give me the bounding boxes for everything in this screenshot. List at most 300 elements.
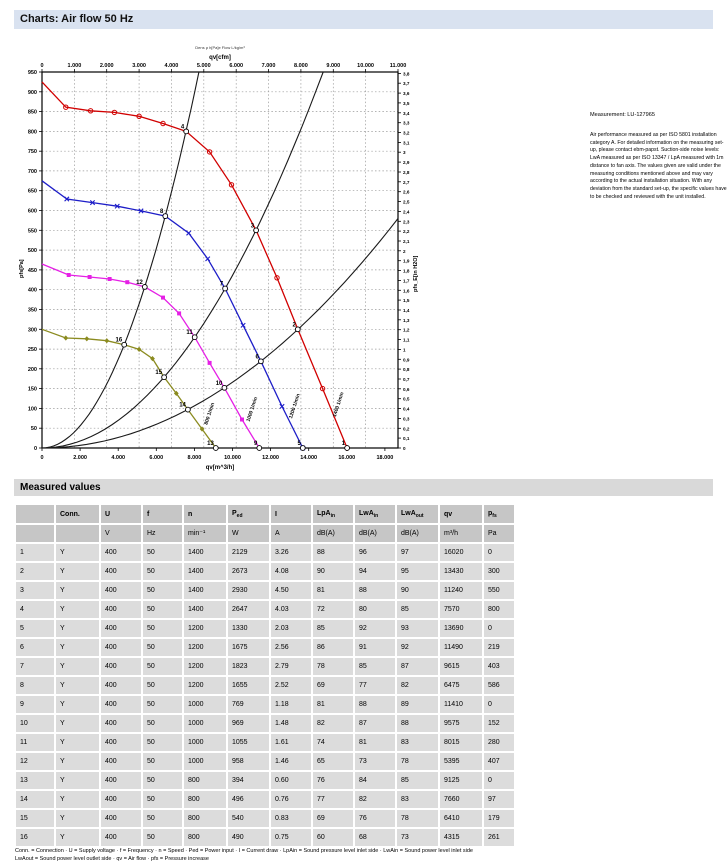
table-cell: 85 <box>355 658 395 675</box>
table-cell: 2647 <box>228 601 269 618</box>
svg-text:1,5: 1,5 <box>403 298 410 304</box>
table-cell: 74 <box>313 734 353 751</box>
svg-text:2,4: 2,4 <box>403 209 410 215</box>
col-header-qv: qv <box>440 505 482 523</box>
svg-text:2,1: 2,1 <box>403 239 410 244</box>
table-cell: 88 <box>397 715 438 732</box>
table-cell: 90 <box>397 582 438 599</box>
svg-text:9.000: 9.000 <box>326 63 341 69</box>
table-cell: 4.50 <box>271 582 311 599</box>
svg-text:850: 850 <box>27 109 37 116</box>
svg-text:1000 1/min: 1000 1/min <box>245 396 260 423</box>
svg-text:11.000: 11.000 <box>389 63 407 69</box>
table-cell: 6410 <box>440 810 482 827</box>
svg-text:1: 1 <box>403 347 406 353</box>
table-footnote <box>15 848 720 863</box>
table-cell: 96 <box>355 544 395 561</box>
svg-text:0,5: 0,5 <box>403 396 410 402</box>
table-cell: 1200 <box>184 677 226 694</box>
table-row <box>16 639 514 656</box>
table-cell: 1400 <box>184 563 226 580</box>
table-cell: 81 <box>355 734 395 751</box>
table-cell: Y <box>56 753 99 770</box>
table-cell: 83 <box>397 734 438 751</box>
svg-text:8.000: 8.000 <box>294 63 308 69</box>
table-cell: 50 <box>143 658 182 675</box>
table-cell: 1200 <box>184 620 226 637</box>
table-cell: 800 <box>184 791 226 808</box>
fan-curve-8001 <box>42 329 218 450</box>
table-cell: 0.76 <box>271 791 311 808</box>
axis-top <box>40 45 406 72</box>
table-cell: 50 <box>143 620 182 637</box>
svg-text:1,8: 1,8 <box>403 268 410 274</box>
table-cell: Y <box>56 658 99 675</box>
svg-text:7: 7 <box>219 281 224 288</box>
table-row <box>16 563 514 580</box>
svg-text:18.000: 18.000 <box>376 455 394 461</box>
table-cell: 1400 <box>184 601 226 618</box>
table-cell: 1 <box>16 544 54 561</box>
svg-text:Dens ρ h[Pa]e Flow L/kg/m³: Dens ρ h[Pa]e Flow L/kg/m³ <box>195 45 245 50</box>
table-cell: 88 <box>313 544 353 561</box>
table-row <box>16 772 514 789</box>
table-cell: 800 <box>184 810 226 827</box>
svg-text:5.000: 5.000 <box>196 63 211 69</box>
table-row <box>16 620 514 637</box>
table-cell: 7660 <box>440 791 482 808</box>
table-cell: 969 <box>228 715 269 732</box>
svg-text:2,7: 2,7 <box>403 179 410 185</box>
svg-text:450: 450 <box>27 267 37 274</box>
svg-text:3: 3 <box>250 223 255 230</box>
table-cell: Y <box>56 544 99 561</box>
col-unit: dB(A) <box>355 525 395 542</box>
svg-text:pfs_E[in H2O]: pfs_E[in H2O] <box>413 255 419 292</box>
col-unit: V <box>101 525 141 542</box>
table-cell: 1400 <box>184 544 226 561</box>
table-cell: 1675 <box>228 639 269 656</box>
table-cell: Y <box>56 734 99 751</box>
table-cell: 65 <box>313 753 353 770</box>
table-cell: 97 <box>397 544 438 561</box>
table-cell: 1000 <box>184 715 226 732</box>
col-unit <box>16 525 54 542</box>
table-cell: 11410 <box>440 696 482 713</box>
svg-text:200: 200 <box>27 366 37 373</box>
svg-text:1,9: 1,9 <box>403 258 410 264</box>
svg-text:3,7: 3,7 <box>403 81 410 87</box>
table-cell: 9 <box>16 696 54 713</box>
table-cell: 496 <box>228 791 269 808</box>
svg-text:750: 750 <box>27 149 37 156</box>
table-row <box>16 715 514 732</box>
table-cell: 0.60 <box>271 772 311 789</box>
svg-text:qv[cfm]: qv[cfm] <box>209 55 231 61</box>
measurement-text: Air performance measured as per ISO 5801 installation category A. For detailed information on the measuring set-up, please contact ebm-papst. Suction-side noise levels: LwA measured as per ISO 13347 / LpA measured with 1m distance to fan axis. The values given are valid under the measuring conditions mentioned above and may vary according to the actual installation situation. With any deviation from the standard set-up, the specific values have to be checked and reviewed with the unit installed. <box>590 132 727 200</box>
table-cell: 1000 <box>184 734 226 751</box>
svg-text:3,3: 3,3 <box>403 120 410 126</box>
col-unit: dB(A) <box>397 525 438 542</box>
table-cell: Y <box>56 601 99 618</box>
svg-text:1400 1/min: 1400 1/min <box>331 391 346 418</box>
table-cell: 2930 <box>228 582 269 599</box>
svg-text:300: 300 <box>27 327 37 334</box>
chart-grid <box>42 72 398 448</box>
table-cell: 4 <box>16 601 54 618</box>
svg-text:0,1: 0,1 <box>403 436 410 442</box>
table-cell: 179 <box>484 810 514 827</box>
table-cell: 10 <box>16 715 54 732</box>
svg-text:1,1: 1,1 <box>403 337 410 343</box>
table-cell: Y <box>56 791 99 808</box>
table-cell: 800 <box>184 829 226 846</box>
table-cell: 407 <box>484 753 514 770</box>
table-cell: 82 <box>313 715 353 732</box>
svg-text:800 1/min: 800 1/min <box>203 402 217 426</box>
table-cell: 1823 <box>228 658 269 675</box>
table-cell: 83 <box>397 791 438 808</box>
col-header-n: n <box>184 505 226 523</box>
table-cell: 0.83 <box>271 810 311 827</box>
measured-values-table <box>14 503 516 848</box>
table-cell: 84 <box>355 772 395 789</box>
svg-text:2,2: 2,2 <box>403 229 410 235</box>
table-cell: 92 <box>355 620 395 637</box>
svg-text:1200 1/min: 1200 1/min <box>288 393 302 420</box>
performance-chart <box>0 36 500 486</box>
table-cell: 0.75 <box>271 829 311 846</box>
svg-text:600: 600 <box>27 208 37 215</box>
table-cell: 6 <box>16 639 54 656</box>
table-cell: 81 <box>313 582 353 599</box>
svg-text:14: 14 <box>179 402 186 409</box>
fan-curve-12001 <box>42 181 305 450</box>
col-header-lwaout: LwA$_{out}$ <box>397 505 438 523</box>
table-cell: 85 <box>397 601 438 618</box>
col-header-ped: $P_{ed}$ <box>228 505 269 523</box>
svg-text:3,6: 3,6 <box>403 91 410 97</box>
svg-text:1,4: 1,4 <box>403 308 410 313</box>
table-cell: 1655 <box>228 677 269 694</box>
col-header-index <box>16 505 54 523</box>
table-cell: 89 <box>397 696 438 713</box>
svg-text:0,8: 0,8 <box>403 367 410 373</box>
table-cell: 280 <box>484 734 514 751</box>
table-cell: 2.52 <box>271 677 311 694</box>
table-cell: 2673 <box>228 563 269 580</box>
svg-text:1,7: 1,7 <box>403 278 410 284</box>
table-cell: 80 <box>355 601 395 618</box>
svg-text:12: 12 <box>136 279 143 286</box>
table-cell: 2.03 <box>271 620 311 637</box>
table-cell: 0 <box>484 544 514 561</box>
table-cell: 72 <box>313 601 353 618</box>
table-cell: 16 <box>16 829 54 846</box>
svg-text:4.000: 4.000 <box>111 455 126 461</box>
svg-text:350: 350 <box>27 307 37 314</box>
table-cell: 60 <box>313 829 353 846</box>
svg-text:10.000: 10.000 <box>224 455 241 461</box>
svg-text:3.000: 3.000 <box>132 63 146 69</box>
table-cell: 50 <box>143 772 182 789</box>
col-unit <box>56 525 99 542</box>
table-cell: 11 <box>16 734 54 751</box>
col-header-conn.: Conn. <box>56 505 99 523</box>
svg-text:3,2: 3,2 <box>403 130 410 136</box>
svg-text:7.000: 7.000 <box>261 63 276 69</box>
measurement-id: Measurement: LU-127965 <box>590 112 655 118</box>
table-cell: 2.79 <box>271 658 311 675</box>
table-row <box>16 658 514 675</box>
svg-text:550: 550 <box>27 228 37 235</box>
table-cell: 88 <box>355 696 395 713</box>
table-cell: 7 <box>16 658 54 675</box>
table-cell: 9615 <box>440 658 482 675</box>
table-cell: 300 <box>484 563 514 580</box>
table-cell: 400 <box>101 772 141 789</box>
table-cell: 1330 <box>228 620 269 637</box>
table-cell: 400 <box>101 620 141 637</box>
svg-text:800: 800 <box>27 129 37 136</box>
svg-text:2.000: 2.000 <box>99 63 114 69</box>
svg-text:14.000: 14.000 <box>300 455 318 461</box>
footnote-line-1: Conn. = Connection · U = Supply voltage · f = Frequency · n = Speed · Ped = Power input · I = Current draw · LpAin = Sound pressure level inlet side · LwAin = Sound power level inlet side <box>15 848 473 854</box>
table-cell: 91 <box>355 639 395 656</box>
table-cell: 95 <box>397 563 438 580</box>
svg-text:0: 0 <box>40 455 44 461</box>
table-cell: 50 <box>143 563 182 580</box>
table-cell: Y <box>56 582 99 599</box>
table-cell: 86 <box>313 639 353 656</box>
footnote-line-2: LwAout = Sound power level outlet side · qv = Air flow · pfs = Pressure increase <box>15 855 209 862</box>
table-cell: 73 <box>355 753 395 770</box>
table-row <box>16 734 514 751</box>
table-row <box>16 696 514 713</box>
table-cell: 88 <box>355 582 395 599</box>
table-cell: 6475 <box>440 677 482 694</box>
svg-text:12.000: 12.000 <box>262 455 280 461</box>
table-row <box>16 601 514 618</box>
svg-text:6.000: 6.000 <box>149 455 164 461</box>
table-cell: 261 <box>484 829 514 846</box>
table-cell: Y <box>56 639 99 656</box>
table-cell: 400 <box>101 753 141 770</box>
table-cell: 400 <box>101 601 141 618</box>
table-cell: 400 <box>101 658 141 675</box>
table-cell: 94 <box>355 563 395 580</box>
col-unit: Pa <box>484 525 514 542</box>
table-cell: 77 <box>313 791 353 808</box>
svg-text:10: 10 <box>215 380 223 387</box>
table-cell: 92 <box>397 639 438 656</box>
table-cell: 50 <box>143 601 182 618</box>
col-unit: dB(A) <box>313 525 353 542</box>
table-cell: 550 <box>484 582 514 599</box>
charts-header-bar <box>14 10 713 29</box>
table-cell: Y <box>56 696 99 713</box>
table-row <box>16 810 514 827</box>
table-cell: 1.48 <box>271 715 311 732</box>
table-cell: 78 <box>313 658 353 675</box>
svg-text:700: 700 <box>27 168 37 175</box>
table-cell: 50 <box>143 753 182 770</box>
table-cell: 87 <box>397 658 438 675</box>
table-cell: 2 <box>16 563 54 580</box>
table-cell: 400 <box>101 696 141 713</box>
table-row <box>16 677 514 694</box>
table-cell: 7570 <box>440 601 482 618</box>
table-cell: 1.18 <box>271 696 311 713</box>
chart-container <box>0 36 500 486</box>
col-header-i: I <box>271 505 311 523</box>
page-title: Charts: Air flow 50 Hz <box>20 13 134 25</box>
svg-text:500: 500 <box>27 248 37 255</box>
table-cell: 4315 <box>440 829 482 846</box>
table-cell: 50 <box>143 829 182 846</box>
svg-text:950: 950 <box>27 70 37 76</box>
table-cell: 8015 <box>440 734 482 751</box>
svg-text:0: 0 <box>403 446 406 451</box>
axis-right <box>398 71 419 451</box>
table-cell: 5 <box>16 620 54 637</box>
svg-text:15: 15 <box>155 370 163 377</box>
svg-text:650: 650 <box>27 188 37 195</box>
table-cell: 0 <box>484 696 514 713</box>
col-unit: W <box>228 525 269 542</box>
col-unit: m³/h <box>440 525 482 542</box>
svg-text:5: 5 <box>297 441 301 447</box>
col-header-lwain: LwA$_{in}$ <box>355 505 395 523</box>
svg-text:2.000: 2.000 <box>73 455 87 461</box>
svg-text:11: 11 <box>186 330 193 337</box>
svg-text:0: 0 <box>33 446 37 452</box>
table-cell: 400 <box>101 791 141 808</box>
table-cell: 769 <box>228 696 269 713</box>
table-cell: 11490 <box>440 639 482 656</box>
table-cell: 82 <box>355 791 395 808</box>
table-cell: 586 <box>484 677 514 694</box>
table-cell: 800 <box>484 601 514 618</box>
col-unit: min⁻¹ <box>184 525 226 542</box>
table-cell: 400 <box>101 563 141 580</box>
svg-text:900: 900 <box>27 89 37 96</box>
table-cell: 15 <box>16 810 54 827</box>
section-title: Measured values <box>20 482 101 493</box>
table-cell: 219 <box>484 639 514 656</box>
measurement-note <box>590 112 727 201</box>
table-cell: 400 <box>101 810 141 827</box>
svg-text:400: 400 <box>27 287 37 294</box>
svg-text:0,6: 0,6 <box>403 386 410 392</box>
svg-text:8.000: 8.000 <box>187 455 202 461</box>
table-cell: 400 <box>101 677 141 694</box>
table-cell: 2129 <box>228 544 269 561</box>
table-cell: 958 <box>228 753 269 770</box>
svg-text:100: 100 <box>27 406 37 413</box>
svg-text:0,7: 0,7 <box>403 377 410 382</box>
table-cell: 5395 <box>440 753 482 770</box>
table-cell: 2.56 <box>271 639 311 656</box>
svg-text:3,1: 3,1 <box>403 140 410 146</box>
table-cell: 400 <box>101 734 141 751</box>
svg-text:150: 150 <box>27 386 37 393</box>
table-cell: 16020 <box>440 544 482 561</box>
table-cell: 1400 <box>184 582 226 599</box>
measured-values-bar <box>14 479 713 496</box>
table-cell: 14 <box>16 791 54 808</box>
axis-bottom <box>40 448 393 471</box>
svg-text:pfs[Pa]: pfs[Pa] <box>19 259 25 278</box>
table-cell: 11240 <box>440 582 482 599</box>
table-cell: 0 <box>484 772 514 789</box>
svg-text:6: 6 <box>255 354 259 361</box>
table-cell: 78 <box>397 753 438 770</box>
col-unit: A <box>271 525 311 542</box>
table-cell: 76 <box>313 772 353 789</box>
svg-text:16: 16 <box>115 337 123 344</box>
svg-text:1,2: 1,2 <box>403 327 410 333</box>
table-cell: 400 <box>101 544 141 561</box>
col-unit: Hz <box>143 525 182 542</box>
table-cell: 1200 <box>184 658 226 675</box>
table-cell: 13430 <box>440 563 482 580</box>
table-cell: 1000 <box>184 696 226 713</box>
table-cell: 90 <box>313 563 353 580</box>
table-cell: Y <box>56 677 99 694</box>
svg-text:1,3: 1,3 <box>403 317 410 323</box>
table-cell: 50 <box>143 544 182 561</box>
table-cell: Y <box>56 620 99 637</box>
svg-text:250: 250 <box>27 347 37 354</box>
table-row <box>16 544 514 561</box>
table-cell: 12 <box>16 753 54 770</box>
svg-text:2,6: 2,6 <box>403 189 410 195</box>
table-cell: 50 <box>143 810 182 827</box>
table-cell: 540 <box>228 810 269 827</box>
table-cell: 3.26 <box>271 544 311 561</box>
table-cell: 400 <box>101 715 141 732</box>
table-cell: 1200 <box>184 639 226 656</box>
table-cell: 69 <box>313 810 353 827</box>
fan-curve-14001 <box>42 82 349 450</box>
col-header-f: f <box>143 505 182 523</box>
table-cell: 82 <box>397 677 438 694</box>
svg-text:3,5: 3,5 <box>403 100 410 106</box>
table-cell: 87 <box>355 715 395 732</box>
svg-text:0,2: 0,2 <box>403 426 410 432</box>
svg-text:1,6: 1,6 <box>403 288 410 294</box>
table-cell: 77 <box>355 677 395 694</box>
table-cell: 9125 <box>440 772 482 789</box>
svg-text:16.000: 16.000 <box>338 455 356 461</box>
svg-text:0,3: 0,3 <box>403 416 410 422</box>
system-resistance-curves <box>42 72 398 448</box>
table-cell: 400 <box>101 639 141 656</box>
svg-text:0,9: 0,9 <box>403 357 410 363</box>
table-row <box>16 829 514 846</box>
svg-text:2,5: 2,5 <box>403 199 410 205</box>
table-row <box>16 582 514 599</box>
table-cell: 1.46 <box>271 753 311 770</box>
table-cell: 13690 <box>440 620 482 637</box>
svg-text:0: 0 <box>40 63 44 69</box>
svg-text:13: 13 <box>207 441 214 447</box>
table-cell: Y <box>56 563 99 580</box>
table-cell: 800 <box>184 772 226 789</box>
table-cell: 50 <box>143 677 182 694</box>
table-cell: 403 <box>484 658 514 675</box>
